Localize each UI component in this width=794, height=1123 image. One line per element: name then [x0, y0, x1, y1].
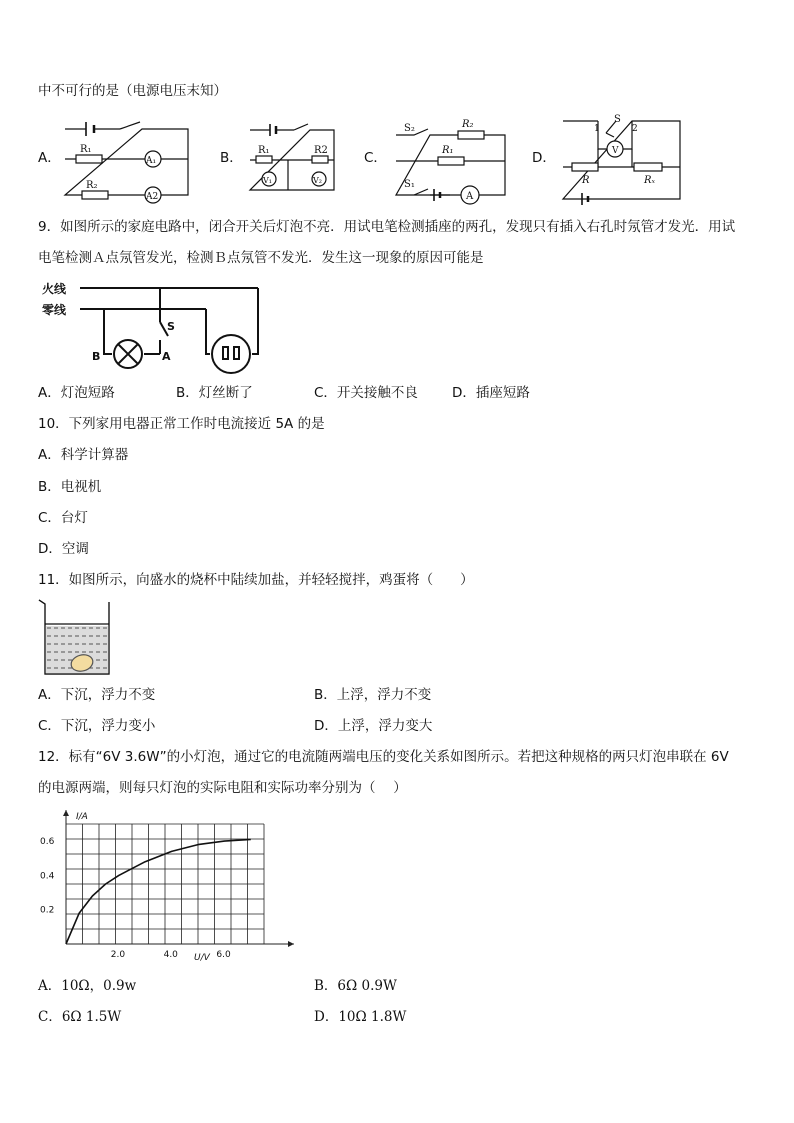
q8d-r-label: R — [582, 175, 590, 186]
q8b-v1-label: V₁ — [263, 176, 272, 185]
q10-option-b[interactable]: B．电视机 — [38, 479, 102, 495]
chart-series — [66, 839, 251, 944]
y-tick-label: 0.6 — [40, 837, 55, 848]
q9-neutral-wire-label: 零线 — [42, 303, 67, 317]
x-axis-label: U/V — [194, 953, 210, 963]
q8a-r1-label: R₁ — [80, 144, 92, 155]
q8d-v-label: V — [612, 146, 619, 156]
q11-option-d[interactable]: D．上浮，浮力变大 — [314, 718, 433, 734]
x-tick-label: 6.0 — [216, 950, 231, 960]
q12-stem-line1: 12．标有“6V 3.6W”的小灯泡，通过它的电流随两端电压的变化关系如图所示。若把这种规格的两只灯泡串联在 6V — [38, 749, 729, 765]
q8c-a-label: A — [466, 191, 474, 202]
q9-point-a-label: A — [162, 350, 171, 363]
q11-option-c[interactable]: C．下沉，浮力变小 — [38, 718, 156, 734]
iu-curve — [66, 839, 251, 944]
q8d-s-label: S — [614, 114, 621, 125]
q9-point-b-label: B — [92, 350, 101, 363]
q9-stem-line2: 电笔检测Ａ点氖管发光，检测Ｂ点氖管不发光．发生这一现象的原因可能是 — [38, 250, 484, 266]
y-tick-label: 0.4 — [40, 871, 55, 882]
q9-stem-line1: 9．如图所示的家庭电路中，闭合开关后灯泡不亮．用试电笔检测插座的两孔，发现只有插入右孔时氖管才发光．用试 — [38, 219, 736, 235]
q8-option-a-label: A． — [38, 150, 61, 166]
q8b-v2-label: V₂ — [313, 176, 322, 185]
q12-option-b[interactable]: B．6Ω 0.9W — [314, 978, 397, 994]
q12-iu-chart — [30, 806, 230, 966]
x-tick-label: 4.0 — [163, 950, 178, 960]
q8-option-c-label: C． — [364, 150, 387, 166]
chart-grid — [66, 824, 264, 944]
q10-stem: 10．下列家用电器正常工作时电流接近 5A 的是 — [38, 416, 325, 432]
q8c-s2-label: S₂ — [404, 123, 415, 134]
q8b-r1-label: R₁ — [258, 145, 270, 156]
q12-option-a[interactable]: A．10Ω，0.9w — [38, 978, 137, 994]
q9-switch-label: S — [167, 320, 175, 333]
q9-option-a[interactable]: A．灯泡短路 — [38, 385, 115, 401]
chart-tick-labels — [40, 837, 231, 960]
x-tick-label: 2.0 — [110, 950, 126, 960]
q11-option-a[interactable]: A．下沉，浮力不变 — [38, 687, 156, 703]
q8c-r2-label: R₂ — [462, 119, 474, 130]
q8-circuit-c — [390, 115, 510, 205]
q9-option-d[interactable]: D．插座短路 — [452, 385, 530, 401]
q12-option-d[interactable]: D．10Ω 1.8W — [314, 1009, 407, 1025]
q8-option-d-label: D． — [532, 150, 556, 166]
y-tick-label: 0.2 — [40, 905, 55, 916]
q10-option-a[interactable]: A．科学计算器 — [38, 447, 129, 463]
q9-option-b[interactable]: B．灯丝断了 — [176, 385, 253, 401]
q8-option-b-label: B． — [220, 150, 243, 166]
q9-fire-wire-label: 火线 — [42, 282, 67, 296]
q9-option-c[interactable]: C．开关接触不良 — [314, 385, 418, 401]
q8a-a1-label: A₁ — [146, 156, 157, 166]
q12-stem-line2: 的电源两端，则每只灯泡的实际电阻和实际功率分别为（ ） — [38, 780, 407, 796]
chart-axes — [63, 810, 294, 947]
q8b-r2-label: R2 — [314, 145, 328, 156]
x-axis-arrow — [288, 941, 294, 947]
q8d-node1-label: 1 — [594, 124, 600, 134]
q8c-s1-label: S₁ — [404, 179, 415, 190]
q11-stem: 11．如图所示，向盛水的烧杯中陆续加盐，并轻轻搅拌，鸡蛋将（ ） — [38, 572, 474, 588]
q8a-r2-label: R₂ — [86, 180, 98, 191]
y-axis-label: I/A — [76, 812, 88, 822]
q8-circuit-b — [242, 122, 342, 197]
q8-circuit-d — [558, 113, 688, 205]
q8d-node2-label: 2 — [632, 124, 638, 134]
q8d-rx-label: Rₓ — [644, 175, 656, 186]
q8-circuit-a — [60, 117, 200, 207]
q8c-r1-label: R₁ — [442, 145, 454, 156]
q11-beaker-figure — [37, 598, 117, 678]
q12-option-c[interactable]: C．6Ω 1.5W — [38, 1009, 122, 1025]
q8-stem-tail: 中不可行的是（电源电压末知） — [38, 83, 227, 99]
q10-option-c[interactable]: C．台灯 — [38, 510, 88, 526]
q11-option-b[interactable]: B．上浮，浮力不变 — [314, 687, 432, 703]
q8a-a2-label: A2 — [146, 192, 159, 202]
q10-option-d[interactable]: D．空调 — [38, 541, 89, 557]
q9-household-circuit — [40, 278, 280, 368]
y-axis-arrow — [63, 810, 69, 816]
